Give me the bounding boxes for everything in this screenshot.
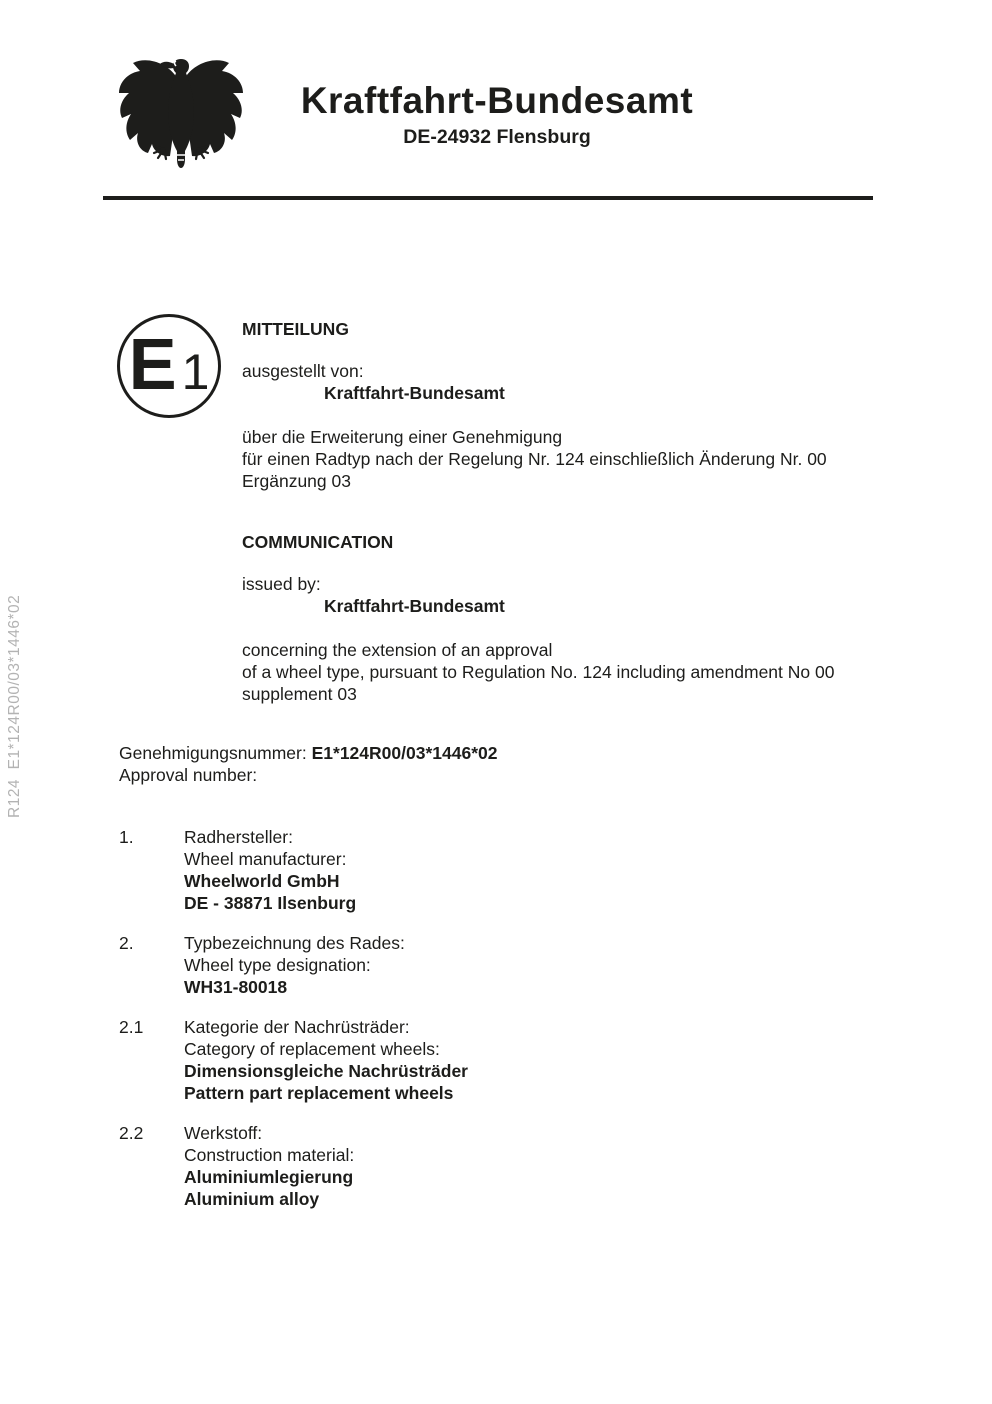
item-body: [184, 932, 405, 998]
header-divider: [103, 196, 873, 200]
e1-approval-mark: [117, 314, 221, 418]
item-label-de: Radhersteller:: [184, 827, 293, 847]
item-body: [184, 1122, 354, 1210]
item-value: Wheelworld GmbH: [184, 871, 340, 891]
paragraph-line: of a wheel type, pursuant to Regulation No. 124 including amendment No 00: [242, 662, 835, 682]
approval-number-line: [119, 742, 497, 764]
paragraph-line: für einen Radtyp nach der Regelung Nr. 124 einschließlich Änderung Nr. 00: [242, 449, 827, 469]
item-body: [184, 1016, 468, 1104]
approval-number-label-de: Genehmigungsnummer:: [119, 743, 312, 763]
item-value: WH31-80018: [184, 977, 288, 997]
item-label-de: Werkstoff:: [184, 1123, 263, 1143]
paragraph-line: Ergänzung 03: [242, 471, 351, 491]
approval-number-label-en: Approval number:: [119, 765, 258, 785]
item-wheel-manufacturer: [119, 826, 899, 914]
issued-by-label-en: issued by:: [242, 574, 321, 594]
approval-number-value: E1*124R00/03*1446*02: [311, 743, 498, 763]
item-label-en: Construction material:: [184, 1145, 355, 1165]
issuer-name-en: Kraftfahrt-Bundesamt: [324, 596, 505, 616]
item-label-en: Wheel manufacturer:: [184, 849, 347, 869]
item-list: [119, 826, 899, 1228]
header: [147, 79, 847, 148]
approval-number-block: [119, 742, 497, 786]
page-title: Kraftfahrt-Bundesamt: [300, 80, 694, 121]
item-number: 1.: [119, 827, 134, 847]
item-label-en: Category of replacement wheels:: [184, 1039, 440, 1059]
issuer-name-de: Kraftfahrt-Bundesamt: [324, 383, 505, 403]
item-value: Dimensionsgleiche Nachrüsträder: [184, 1061, 468, 1081]
paragraph-line: supplement 03: [242, 684, 357, 704]
side-reference-note: R124 E1*124R00/03*1446*02: [6, 594, 23, 818]
paragraph-line: concerning the extension of an approval: [242, 640, 553, 660]
section-heading-en: COMMUNICATION: [242, 532, 394, 552]
issued-by-label-de: ausgestellt von:: [242, 361, 364, 381]
header-address: DE-24932 Flensburg: [403, 126, 591, 148]
item-construction-material: [119, 1122, 899, 1210]
item-number: 2.2: [119, 1123, 144, 1143]
approval-mark-letter: E: [128, 325, 177, 405]
section-mitteilung: [242, 318, 962, 492]
subject-paragraph-en: [242, 639, 962, 705]
section-heading-de: MITTEILUNG: [242, 319, 349, 339]
item-value: Aluminium alloy: [184, 1189, 320, 1209]
item-replacement-wheel-category: [119, 1016, 899, 1104]
item-label-de: Typbezeichnung des Rades:: [184, 933, 405, 953]
approval-mark-number: 1: [181, 344, 210, 400]
paragraph-line: über die Erweiterung einer Genehmigung: [242, 427, 563, 447]
item-label-en: Wheel type designation:: [184, 955, 371, 975]
item-number: 2.: [119, 933, 134, 953]
item-number: 2.1: [119, 1017, 144, 1037]
subject-paragraph-de: [242, 426, 962, 492]
item-label-de: Kategorie der Nachrüsträder:: [184, 1017, 410, 1037]
item-body: [184, 826, 356, 914]
item-value: DE - 38871 Ilsenburg: [184, 893, 357, 913]
item-wheel-type-designation: [119, 932, 899, 998]
item-value: Aluminiumlegierung: [184, 1167, 354, 1187]
section-communication: [242, 531, 962, 705]
item-value: Pattern part replacement wheels: [184, 1083, 454, 1103]
